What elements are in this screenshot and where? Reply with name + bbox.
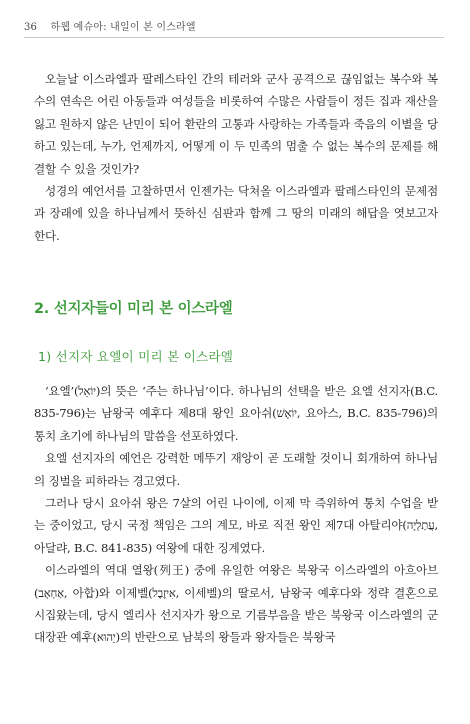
section-heading: 2. 선지자들이 미리 본 이스라엘 xyxy=(34,301,233,317)
running-title: 하웹 예슈아: 내일이 본 이스라엘 xyxy=(50,22,196,33)
paragraph: 그러나 당시 요아쉬 왕은 7살의 어린 나이에, 이제 막 즉위하여 통치 수업을 받는 중이었고, 당시 국정 책임은 그의 계모, 바로 직전 왕인 제7대 아탈리야(עֲתַלְיָה, 아달랴, B.C. 841-835) 여왕에 대한 징계였다. xyxy=(34,496,438,555)
page-number: 36 xyxy=(24,22,38,33)
intro-text xyxy=(34,68,438,247)
running-header xyxy=(24,18,444,38)
body-text xyxy=(34,380,438,649)
paragraph: 이스라엘의 역대 열왕(列王) 중에 유일한 여왕은 북왕국 이스라엘의 아흐아브(אַחְאָב, 아합)와 이제벨(אִיזֶבֶל, 이세벨)의 딸로서, 남왕국 예후다와 정략 결혼으로 시집왔는데, 당시 엘리사 선지자가 왕으로 기름부음을 받은 북왕국 이스라엘의 군대장관 예후(יֵהוּא)의 반란으로 남북의 왕들과 왕자들은 북왕국 xyxy=(34,563,438,645)
paragraph: ‘요엘’(יוֹאֵל)의 뜻은 ‘주는 하나님’이다. 하나님의 선택을 받은 요엘 선지자(B.C. 835-796)는 남왕국 예후다 제8대 왕인 요아쉬(יוֹאָשׁ, 요아스, B.C. 835-796)의 통치 초기에 하나님의 말씀을 선포하였다. xyxy=(34,384,438,443)
subsection-heading: 1) 선지자 요엘이 미리 본 이스라엘 xyxy=(38,349,234,364)
paragraph: 성경의 예언서를 고찰하면서 인젠가는 닥쳐올 이스라엘과 팔레스타인의 문제점과 장래에 있을 하나님께서 뜻하신 심판과 함께 그 땅의 미래의 해답을 엿보고자 한다. xyxy=(34,184,438,243)
paragraph: 요엘 선지자의 예언은 강력한 메뚜기 재앙이 곧 도래할 것이니 회개하여 하나님의 징벌을 피하라는 경고였다. xyxy=(34,451,438,488)
header-rule xyxy=(24,37,444,38)
paragraph: 오늘날 이스라엘과 팔레스타인 간의 테러와 군사 공격으로 끊임없는 복수와 복수의 연속은 어린 아동들과 여성들을 비롯하여 수많은 사람들이 정든 집과 재산을 잃고 원하지 않은 난민이 되어 환란의 고통과 사랑하는 가족들과 죽음의 이별을 당하고 있는데, 누가, 언제까지, 어떻게 이 두 민족의 멈출 수 없는 복수의 문제를 해결할 수 있을 것인가? xyxy=(34,72,438,176)
